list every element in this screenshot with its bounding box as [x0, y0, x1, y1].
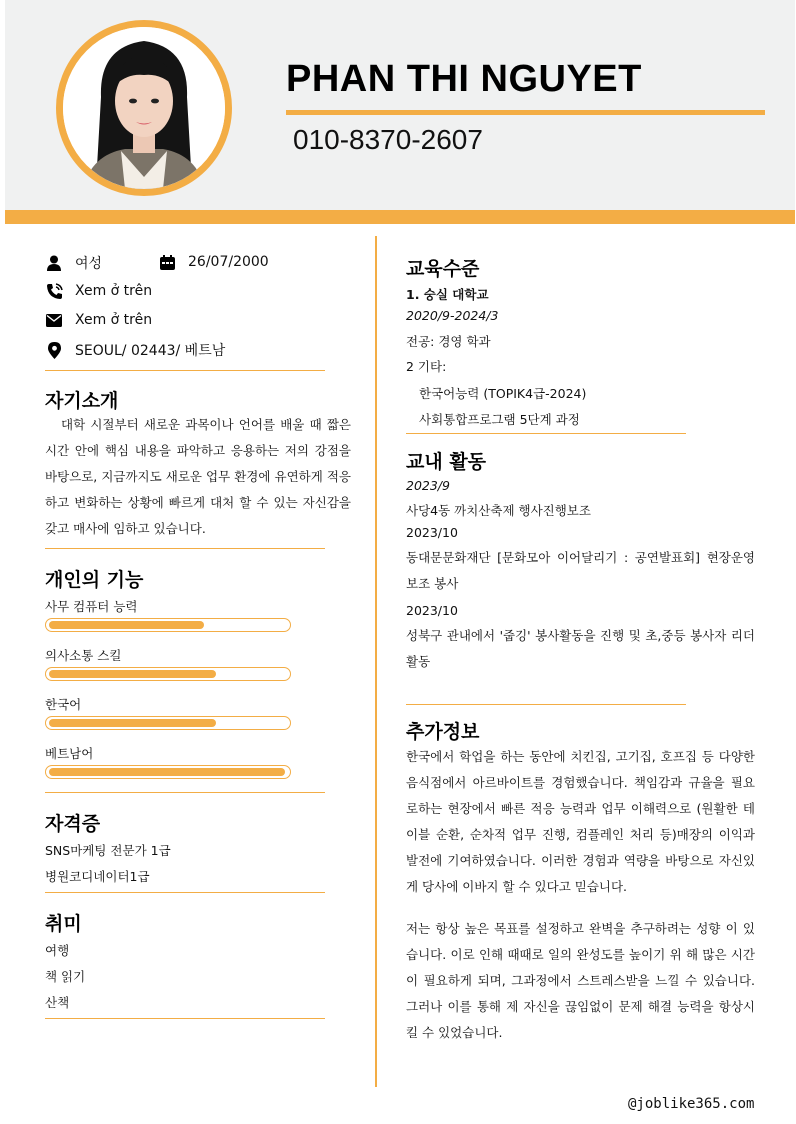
- activity-date: 2023/10: [406, 525, 458, 540]
- envelope-icon: [45, 311, 63, 329]
- gender-value: 여성: [75, 256, 103, 272]
- phone-row: [45, 282, 152, 300]
- activity-desc: 사당4동 까치산축제 행사진행보조: [406, 503, 591, 518]
- hobby-item: 산책: [45, 995, 70, 1010]
- column-divider: [375, 236, 377, 1087]
- activity-desc: 동대문문화재단 [문화모아 이어달리기 : 공연발표회] 현장운영 보조 봉사: [406, 550, 755, 591]
- accent-bar: [5, 210, 795, 224]
- intro-heading: 자기소개: [45, 390, 119, 412]
- activity-date: 2023/9: [406, 478, 450, 493]
- divider-intro: [45, 548, 325, 549]
- certificate-item: 병원코디네이터1급: [45, 869, 150, 884]
- name-underline: [286, 110, 765, 115]
- map-pin-icon: [45, 341, 63, 359]
- divider-hobbies: [45, 1018, 325, 1019]
- additional-paragraph-2: 저는 항상 높은 목표를 설정하고 완벽을 추구하려는 성향 이 있습니다. 이로 인해 때때로 일의 완성도를 높이기 위 해 많은 시간이 필요하게 되며, 그과정에서 스트레스받을 느낄 수 있습니다. 그러나 이를 통해 제 자신을 끊임없이 문제 해결 능력을 항상시킬 수 있었습니다.: [406, 921, 755, 1040]
- education-period: 2020/9-2024/3: [406, 308, 499, 323]
- footer-handle: @joblike365.com: [628, 1096, 755, 1112]
- divider-activities: [406, 704, 686, 705]
- intro-text: 대학 시절부터 새로운 과목이나 언어를 배울 때 짧은 시간 안에 핵심 내용을 파악하고 응용하는 저의 강점을 바탕으로, 지금까지도 새로운 업무 환경에 유연하게 적응하고 변화하는 상황에 빠르게 대처 할 수 있는 자신감을 갖고 매사에 임하고 있습니다.: [45, 417, 351, 536]
- candidate-name: PHAN THI NGUYET: [286, 58, 642, 100]
- email-row: [45, 311, 152, 329]
- skill-bar: [45, 667, 291, 681]
- hobby-item: 여행: [45, 943, 70, 958]
- calendar-icon: [158, 253, 176, 271]
- skills-heading: 개인의 기능: [45, 569, 144, 591]
- header-phone: 010-8370-2607: [293, 124, 483, 155]
- activity-desc: 성북구 관내에서 '줍깅' 봉사활동을 진행 및 초,중등 봉사자 리더 활동: [406, 628, 755, 669]
- address-value: SEOUL/ 02443/ 베트남: [75, 343, 226, 359]
- education-other-item: 한국어능력 (TOPIK4급-2024): [419, 386, 587, 401]
- profile-photo: [56, 20, 232, 196]
- additional-heading: 추가정보: [406, 721, 480, 743]
- phone-icon: [45, 282, 63, 300]
- skill-bar: [45, 765, 291, 779]
- certificate-item: SNS마케팅 전문가 1급: [45, 843, 171, 858]
- skill-bar: [45, 716, 291, 730]
- phone-value: Xem ở trên: [75, 283, 153, 299]
- activity-date: 2023/10: [406, 603, 458, 618]
- certificates-heading: 자격증: [45, 813, 101, 835]
- skill-label: 의사소통 스킬: [45, 648, 122, 663]
- birthdate-value: 26/07/2000: [188, 254, 269, 270]
- portrait-illustration: [63, 27, 225, 189]
- education-major: 전공: 경영 학과: [406, 334, 491, 349]
- skill-bar-fill: [49, 719, 216, 727]
- birthdate-row: [158, 253, 269, 271]
- divider-skills: [45, 792, 325, 793]
- school-name: 1. 숭실 대학교: [406, 287, 489, 302]
- email-value: Xem ở trên: [75, 312, 153, 328]
- skill-label: 베트남어: [45, 746, 94, 761]
- hobbies-heading: 취미: [45, 913, 82, 935]
- education-other-item: 사회통합프로그램 5단계 과정: [419, 412, 580, 427]
- skill-bar-fill: [49, 670, 216, 678]
- education-other-label: 2 기타:: [406, 359, 447, 374]
- divider-contact: [45, 370, 325, 371]
- skill-label: 사무 컴퓨터 능력: [45, 599, 138, 614]
- address-row: [45, 340, 225, 360]
- education-heading: 교육수준: [406, 258, 480, 280]
- skill-bar-fill: [49, 768, 285, 776]
- skill-label: 한국어: [45, 697, 82, 712]
- activities-heading: 교내 활동: [406, 451, 487, 473]
- divider-education: [406, 433, 686, 434]
- skill-bar: [45, 618, 291, 632]
- skill-bar-fill: [49, 621, 204, 629]
- hobby-item: 책 읽기: [45, 969, 86, 984]
- person-icon: [45, 254, 63, 272]
- additional-paragraph-1: 한국에서 학업을 하는 동안에 치킨집, 고기집, 호프집 등 다양한 음식점에서 아르바이트를 경험했습니다. 책임감과 규율을 필요로하는 현장에서 빠른 적응 능력과 업무 이해력으로 (원활한 테이블 순환, 순차적 업무 진행, 컴플레인 처리 등)매장의 이익과 발전에 기여하였습니다. 이러한 경험과 역량을 바탕으로 자신있게 당사에 이바지 할 수 있다고 믿습니다.: [406, 749, 755, 894]
- gender-row: [45, 253, 102, 273]
- divider-certificates: [45, 892, 325, 893]
